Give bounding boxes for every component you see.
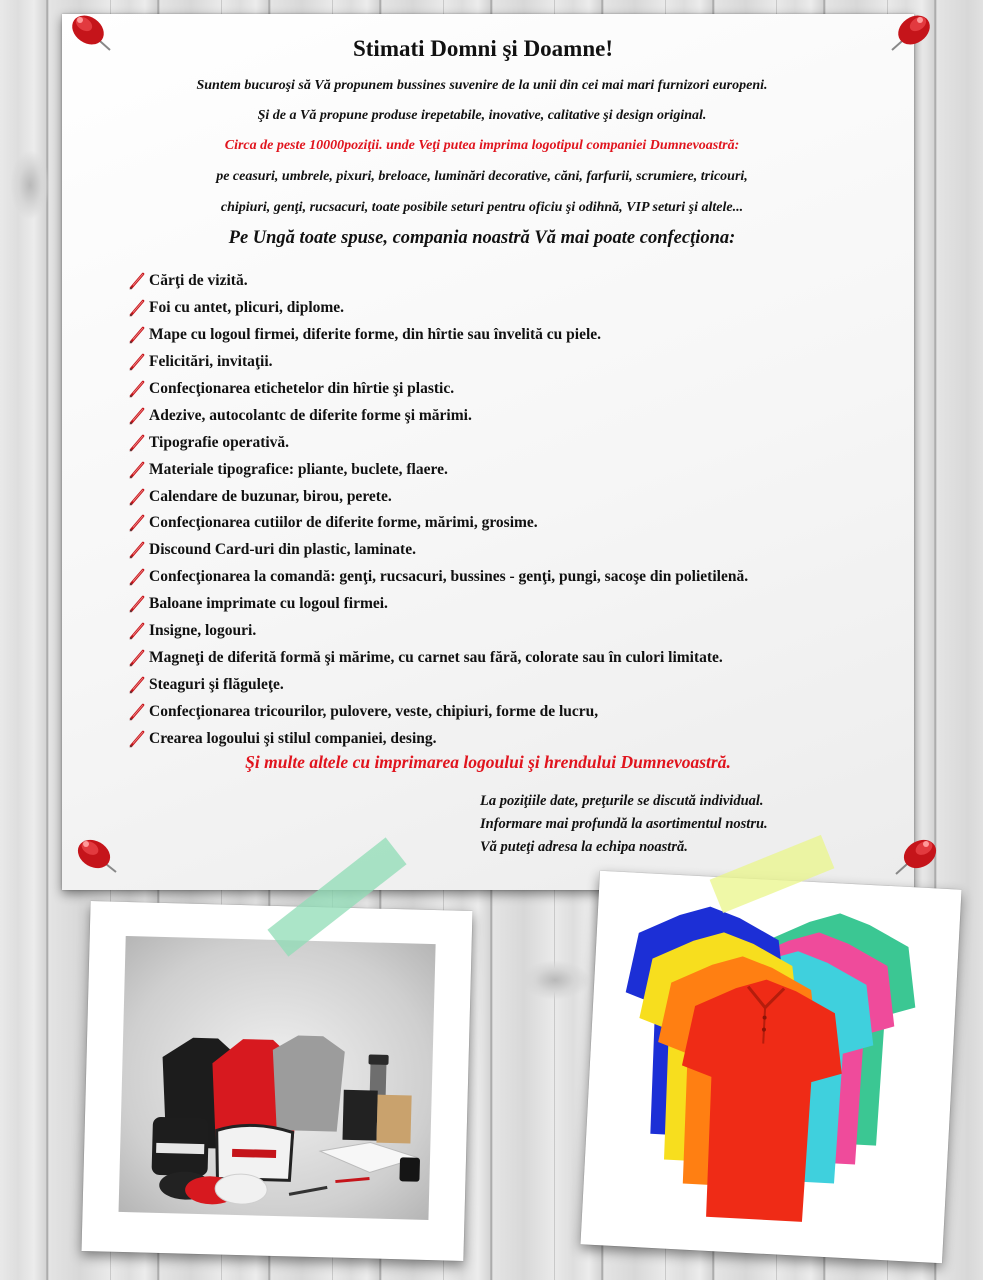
service-item (128, 510, 748, 537)
pushpin-icon (62, 4, 122, 64)
service-item-label: Baloane imprimate cu logoul firmei. (149, 595, 388, 613)
pen-icon (128, 703, 146, 721)
service-item-label: Crearea logoului şi stilul companiei, desing. (149, 729, 437, 747)
service-item (128, 402, 748, 429)
service-item-label: Materiale tipografice: pliante, buclete, flaere. (149, 460, 448, 478)
pen-icon (128, 541, 146, 559)
pushpin-icon (66, 826, 126, 886)
pen-icon (128, 326, 146, 344)
note-line-3: Vă puteţi adresa la echipa noastră. (480, 839, 688, 855)
pen-icon (128, 434, 146, 452)
closing-line: Şi multe altele cu imprimarea logoului şi hrendului Dumnevoastră. (245, 752, 731, 772)
letter-title: Stimati Domni şi Doamne! (352, 36, 614, 61)
pen-icon (128, 461, 146, 479)
pushpin-icon (880, 4, 940, 64)
services-list (128, 268, 748, 752)
service-item (128, 671, 748, 698)
intro-line-2: Şi de a Vă propune produse irepetabile, inovative, calitative şi design original. (257, 108, 707, 123)
service-item-label: Confecţionarea tricourilor, pulovere, veste, chipiuri, forme de lucru, (149, 702, 599, 720)
service-item (128, 698, 748, 725)
service-item (128, 268, 748, 295)
service-item (128, 591, 748, 618)
service-item-label: Confecţionarea cutiilor de diferite forme, mărimi, grosime. (149, 514, 538, 532)
pen-icon (128, 407, 146, 425)
service-item (128, 456, 748, 483)
merchandise-photo (81, 901, 472, 1261)
polo-shirts-illustration (603, 892, 938, 1242)
pen-icon (128, 272, 146, 290)
note-line-1: La poziţiile date, preţurile se discută individual. (480, 793, 764, 809)
service-item-label: Cărţi de vizită. (149, 272, 248, 290)
service-item (128, 644, 748, 671)
intro-line-3: Circa de peste 10000poziţii. unde Veţi putea imprima logotipul companiei Dumnevoastră: (224, 138, 740, 153)
pen-icon (128, 299, 146, 317)
service-item-label: Steaguri şi flăguleţe. (149, 675, 284, 693)
pen-icon (128, 488, 146, 506)
pen-icon (128, 622, 146, 640)
note-line-2: Informare mai profundă la asortimentul nostru. (480, 816, 768, 832)
pen-icon (128, 595, 146, 613)
service-item-label: Tipografie operativă. (149, 433, 290, 451)
service-item-label: Magneţi de diferită formă şi mărime, cu carnet sau fără, colorate sau în culori limitate. (149, 648, 723, 666)
service-item (128, 295, 748, 322)
service-item-label: Discound Card-uri din plastic, laminate. (149, 541, 416, 559)
intro-line-4: pe ceasuri, umbrele, pixuri, breloace, luminări decorative, căni, farfurii, scrumiere, tricouri, (216, 169, 748, 184)
polo-shirts-photo (580, 871, 961, 1263)
service-item-label: Insigne, logouri. (149, 622, 257, 640)
merchandise-illustration (119, 936, 436, 1220)
service-item-label: Felicitări, invitaţii. (149, 353, 273, 371)
intro-line-5: chipiuri, genţi, rucsacuri, toate posibile seturi pentru oficiu şi odihnă, VIP seturi şi altele... (220, 200, 744, 215)
pen-icon (128, 514, 146, 532)
service-item-label: Foi cu antet, plicuri, diplome. (149, 299, 345, 317)
service-item (128, 537, 748, 564)
pen-icon (128, 568, 146, 586)
intro-line-1: Suntem bucuroşi să Vă propunem bussines suvenire de la unii din cei mai mari furnizori europeni. (196, 78, 768, 93)
service-item (128, 376, 748, 403)
service-item (128, 564, 748, 591)
merchandise-photo-image (119, 936, 436, 1220)
service-item-label: Confecţionarea la comandă: genţi, rucsacuri, bussines - genţi, pungi, sacoşe din polietilenă. (149, 568, 749, 586)
service-item (128, 618, 748, 645)
pen-icon (128, 353, 146, 371)
service-item-label: Adezive, autocolantc de diferite forme şi mărimi. (149, 406, 472, 424)
service-item (128, 349, 748, 376)
service-item (128, 429, 748, 456)
pen-icon (128, 380, 146, 398)
service-item-label: Mape cu logoul firmei, diferite forme, din hîrtie sau învelită cu piele. (149, 326, 602, 344)
pen-icon (128, 676, 146, 694)
service-item (128, 725, 748, 752)
pushpin-icon (886, 826, 946, 886)
pen-icon (128, 730, 146, 748)
polo-shirts-photo-image (603, 892, 938, 1242)
service-item (128, 483, 748, 510)
service-item-label: Calendare de buzunar, birou, perete. (149, 487, 392, 505)
letter-paper (62, 14, 914, 890)
services-subtitle: Pe Ungă toate spuse, compania noastră Vă mai poate confecţiona: (228, 228, 736, 248)
pen-icon (128, 649, 146, 667)
service-item (128, 322, 748, 349)
service-item-label: Confecţionarea etichetelor din hîrtie şi plastic. (149, 380, 455, 397)
wood-knot (520, 960, 590, 1000)
wood-knot (10, 150, 50, 220)
